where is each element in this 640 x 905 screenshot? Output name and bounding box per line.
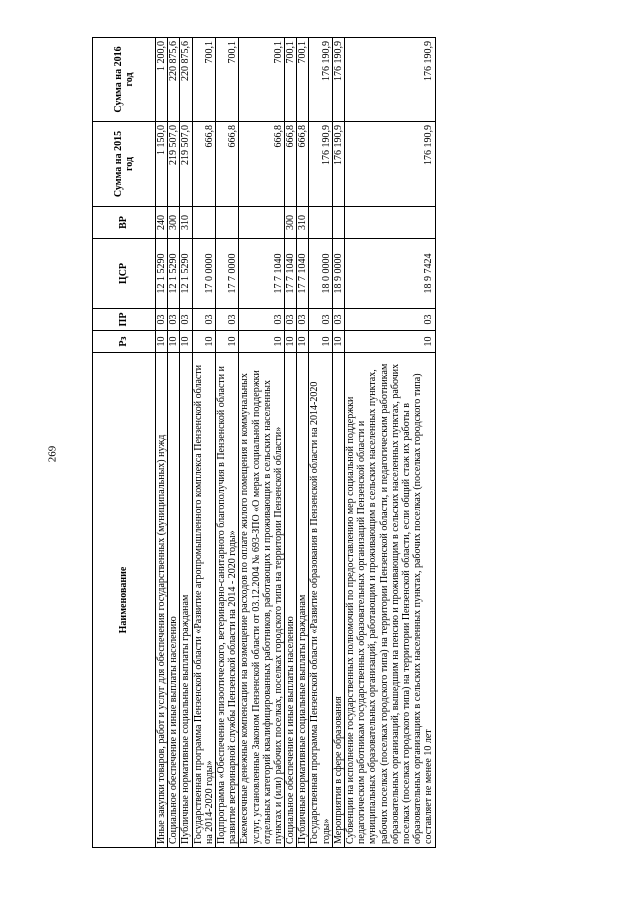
row-rz: 10: [168, 331, 180, 353]
table-row: [285, 38, 297, 848]
row-rz: 10: [309, 331, 332, 353]
row-pr: 03: [332, 309, 344, 331]
table-row: [309, 38, 332, 848]
row-name: Мероприятия в сфере образования: [332, 353, 344, 848]
row-vr: [345, 207, 436, 239]
row-sum-2015: 176 190,9: [332, 122, 344, 207]
row-vr: 310: [297, 207, 309, 239]
row-csr: 18 0 0000: [309, 239, 332, 309]
row-csr: 18 9 0000: [332, 239, 344, 309]
row-sum-2016: 220 875,6: [180, 38, 192, 122]
table-header-row: [93, 38, 156, 848]
row-pr: 03: [285, 309, 297, 331]
row-rz: 10: [192, 331, 215, 353]
table-row: [332, 38, 344, 848]
row-pr: 03: [239, 309, 285, 331]
row-rz: 10: [156, 331, 168, 353]
row-pr: 03: [168, 309, 180, 331]
table-row: [345, 38, 436, 848]
row-rz: 10: [297, 331, 309, 353]
row-sum-2015: 219 507,0: [168, 122, 180, 207]
row-sum-2015: 1 150,0: [156, 122, 168, 207]
row-sum-2016: 220 875,6: [168, 38, 180, 122]
row-csr: 17 0 0000: [192, 239, 215, 309]
row-pr: 03: [297, 309, 309, 331]
table-row: [168, 38, 180, 848]
row-sum-2015: 666,8: [297, 122, 309, 207]
row-name: Ежемесячные денежные компенсации на возмещение расходов по оплате жилого помещения и коммунальных услуг, установленные Законом Пензенской области от 03.12.2004 № 693-ЗПО «О мерах социальной поддержки отдельных категорий квалифицированных работников, работающих и проживающих в сельских населенных пунктах и (или) рабочих поселках, поселках городского типа на территории Пензенской области»: [239, 353, 285, 848]
row-rz: 10: [285, 331, 297, 353]
header-sum-2016: Сумма на 2016 год: [93, 38, 156, 122]
row-vr: 300: [285, 207, 297, 239]
row-sum-2015: 666,8: [192, 122, 215, 207]
table-row: [215, 38, 238, 848]
row-vr: [332, 207, 344, 239]
row-name: Подпрограмма «Обеспечение эпизоотического, ветеринарно-санитарного благополучия в Пензенской области и развитие ветеринарной службы Пензенской области на 2014 - 2020 годы»: [215, 353, 238, 848]
header-sum-2015: Сумма на 2015 год: [93, 122, 156, 207]
row-vr: 310: [180, 207, 192, 239]
row-sum-2016: 176 190,9: [309, 38, 332, 122]
row-sum-2016: 176 190,9: [332, 38, 344, 122]
row-name: Социальное обеспечение и иные выплаты населению: [168, 353, 180, 848]
row-sum-2015: 176 190,9: [309, 122, 332, 207]
row-sum-2016: 700,1: [239, 38, 285, 122]
row-pr: 03: [309, 309, 332, 331]
row-rz: 10: [332, 331, 344, 353]
row-sum-2016: 700,1: [192, 38, 215, 122]
header-name: Наименование: [93, 353, 156, 848]
header-csr: ЦСР: [93, 239, 156, 309]
row-vr: [215, 207, 238, 239]
row-name: Субвенции на исполнение государственных полномочий по предоставлению мер социальной поддержки педагогическим работникам государственных образовательных организаций Пензенской области и муниципальных образовательных организаций, работающим и проживающим в сельских населенных пунктах, рабочих поселках (поселках городского типа) на территории Пензенской области, и педагогическим работникам образовательных организаций, вышедшим на пенсию и проживающим в сельских населенных пунктах, рабочих поселках (поселках городского типа) на территории Пензенской области, если общий стаж их работы в образовательных организациях в сельских населенных пунктах, рабочих поселках (поселках городского типа) составляет не менее 10 лет: [345, 353, 436, 848]
budget-table: [92, 37, 436, 848]
row-rz: 10: [239, 331, 285, 353]
table-row: [297, 38, 309, 848]
row-sum-2015: 666,8: [285, 122, 297, 207]
header-vr: ВР: [93, 207, 156, 239]
row-csr: 17 7 1040: [239, 239, 285, 309]
row-csr: 18 9 7424: [345, 239, 436, 309]
row-vr: [309, 207, 332, 239]
table-row: [156, 38, 168, 848]
row-csr: 17 7 0000: [215, 239, 238, 309]
row-name: Государственная программа Пензенской области «Развитие агропромышленного комплекса Пензенской области на 2014-2020 годы»: [192, 353, 215, 848]
row-csr: 12 1 5290: [168, 239, 180, 309]
rotated-page-content: [92, 38, 564, 848]
row-sum-2015: 219 507,0: [180, 122, 192, 207]
row-name: Социальное обеспечение и иные выплаты населению: [285, 353, 297, 848]
row-sum-2015: 666,8: [215, 122, 238, 207]
row-vr: [192, 207, 215, 239]
row-pr: 03: [345, 309, 436, 331]
row-pr: 03: [180, 309, 192, 331]
header-rz: Рз: [93, 331, 156, 353]
row-sum-2015: 666,8: [239, 122, 285, 207]
row-vr: 240: [156, 207, 168, 239]
row-vr: 300: [168, 207, 180, 239]
row-csr: 17 7 1040: [297, 239, 309, 309]
row-pr: 03: [156, 309, 168, 331]
row-rz: 10: [345, 331, 436, 353]
row-name: Государственная программа Пензенской области «Развитие образования в Пензенской области на 2014-2020 годы»: [309, 353, 332, 848]
row-sum-2016: 700,1: [215, 38, 238, 122]
page-number: 269: [46, 445, 59, 463]
row-sum-2015: 176 190,9: [345, 122, 436, 207]
row-name: Публичные нормативные социальные выплаты гражданам: [180, 353, 192, 848]
row-pr: 03: [192, 309, 215, 331]
row-sum-2016: 176 190,9: [345, 38, 436, 122]
row-sum-2016: 700,1: [285, 38, 297, 122]
row-rz: 10: [180, 331, 192, 353]
table-row: [239, 38, 285, 848]
row-rz: 10: [215, 331, 238, 353]
row-sum-2016: 700,1: [297, 38, 309, 122]
row-name: Иные закупки товаров, работ и услуг для обеспечения государственных (муниципальных) нужд: [156, 353, 168, 848]
row-vr: [239, 207, 285, 239]
row-pr: 03: [215, 309, 238, 331]
table-row: [192, 38, 215, 848]
header-pr: ПР: [93, 309, 156, 331]
row-csr: 17 7 1040: [285, 239, 297, 309]
table-row: [180, 38, 192, 848]
row-name: Публичные нормативные социальные выплаты гражданам: [297, 353, 309, 848]
row-csr: 12 1 5290: [180, 239, 192, 309]
row-csr: 12 1 5290: [156, 239, 168, 309]
row-sum-2016: 1 200,0: [156, 38, 168, 122]
